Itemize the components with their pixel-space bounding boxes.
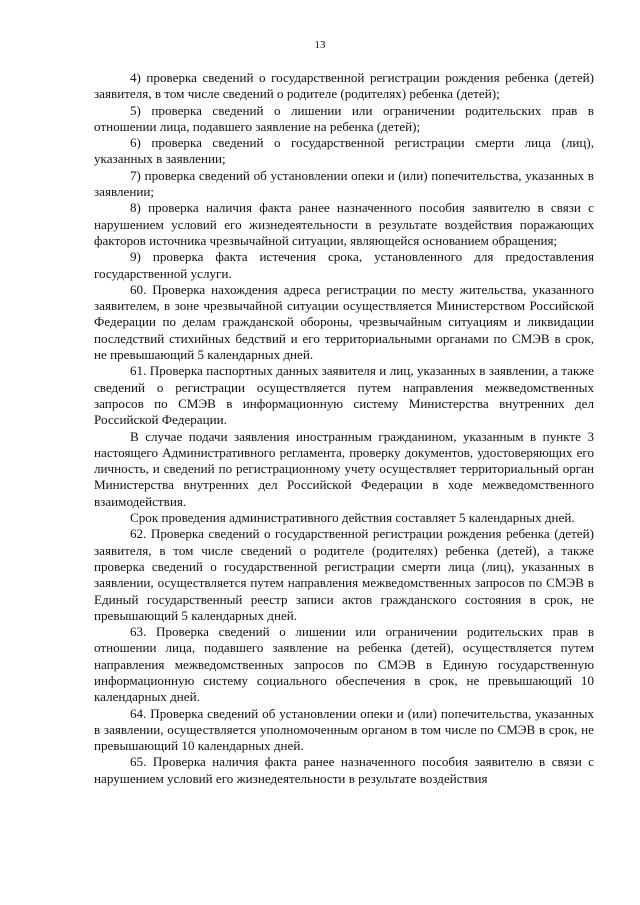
clause-60: 60. Проверка нахождения адреса регистрации по месту жительства, указанного заявителем, в зоне чрезвычайной ситуации осуществляется Министерством Российской Федерации по делам гражданской обороны, чрезвычайным ситуациям и ликвидации последствий стихийных бедствий и его территориальными органами по СМЭВ в срок, не превышающий 5 календарных дней. — [94, 281, 594, 363]
list-item-6-death-registration-check: 6) проверка сведений о государственной регистрации смерти лица (лиц), указанных в заявлении; — [94, 135, 594, 167]
clause-61-duration: Срок проведения административного действия составляет 5 календарных дней. — [130, 510, 575, 526]
clause-61: 61. Проверка паспортных данных заявителя и лиц, указанных в заявлении, а также сведений о регистрации осуществляется путем направления межведомственных запросов по СМЭВ в информационную систему Министерства внутренних дел Российской Федерации. — [94, 363, 594, 428]
clause-61-foreign-citizen: В случае подачи заявления иностранным гражданином, указанным в пункте 3 настоящего Административного регламента, проверку документов, удостоверяющих его личность, и сведений по регистрационному учету осуществляет территориальный орган Министерства внутренних дел Российской Федерации в ходе межведомственного взаимодействия. — [94, 428, 594, 509]
clause-64: 64. Проверка сведений об установлении опеки и (или) попечительства, указанных в заявлении, осуществляется уполномоченным органом в том числе по СМЭВ в срок, не превышающий 10 календарных дней. — [94, 705, 594, 754]
list-item-9-deadline-check: 9) проверка факта истечения срока, установленного для предоставления государственной услуги. — [94, 249, 594, 281]
document-body — [94, 70, 594, 787]
list-item-7-guardianship-check: 7) проверка сведений об установлении опеки и (или) попечительства, указанных в заявлении; — [94, 167, 594, 200]
list-item-5-parental-rights-check: 5) проверка сведений о лишении или ограничении родительских прав в отношении лица, подавшего заявление на ребенка (детей); — [94, 102, 594, 134]
page-number: 13 — [314, 39, 326, 51]
clause-62: 62. Проверка сведений о государственной регистрации рождения ребенка (детей) заявителя, в том числе сведений о родителе (родителях) ребенка (детей), а также проверка сведений о государственной регистрации смерти лица (лиц), указанных в заявлении, осуществляется путем направления межведомственных запросов по СМЭВ в Единый государственный реестр записи актов гражданского состояния в срок, не превышающий 5 календарных дней. — [94, 526, 594, 623]
clause-63: 63. Проверка сведений о лишении или ограничении родительских прав в отношении лица, подавшего заявление на ребенка (детей), осуществляется путем направления межведомственных запросов по СМЭВ в Единую государственную информационную систему социального обеспечения в срок, не превышающий 10 календарных дней. — [94, 624, 594, 705]
list-item-8-prior-benefit-check: 8) проверка наличия факта ранее назначенного пособия заявителю в связи с нарушением условий его жизнедеятельности в результате воздействия поражающих факторов источника чрезвычайной ситуации, являющейся основанием обращения; — [94, 200, 594, 248]
list-item-4-birth-registration-check: 4) проверка сведений о государственной регистрации рождения ребенка (детей) заявителя, в том числе сведений о родителе (родителях) ребенка (детей); — [94, 70, 594, 102]
clause-65: 65. Проверка наличия факта ранее назначенного пособия заявителю в связи с нарушением условий его жизнедеятельности в результате воздействия — [94, 754, 594, 786]
